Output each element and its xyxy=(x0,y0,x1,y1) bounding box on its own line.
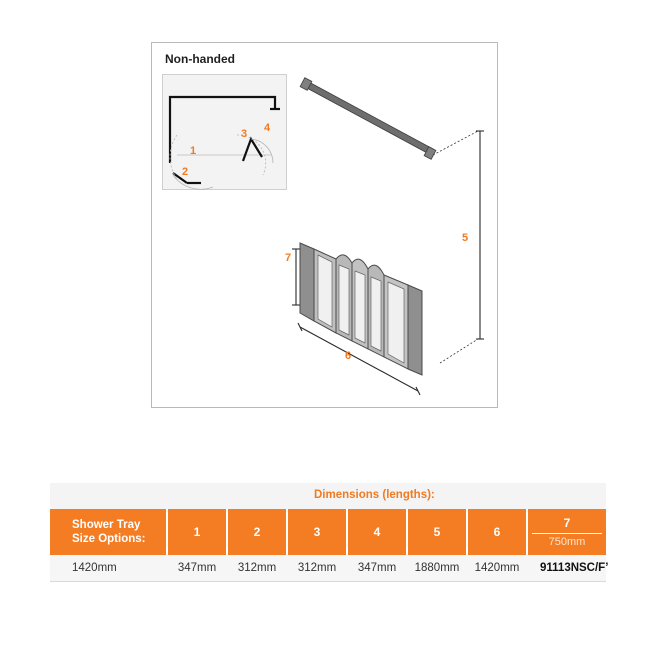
table-header-row xyxy=(50,509,606,555)
dimension-7-label: 7 xyxy=(285,252,292,264)
dimension-5-label: 5 xyxy=(462,232,469,244)
plan-view-drawing xyxy=(163,75,288,191)
header-tray-line1: Shower Tray xyxy=(72,519,141,531)
plan-label-2: 2 xyxy=(182,166,189,178)
isometric-view xyxy=(285,73,492,403)
dimensions-heading xyxy=(50,483,606,509)
door-panels xyxy=(300,243,422,375)
header-col-4: 4 xyxy=(348,509,406,555)
header-col-5: 5 xyxy=(408,509,466,555)
cell-col-4: 347mm xyxy=(357,562,397,574)
product-diagram xyxy=(151,42,498,408)
cell-col-1: 347mm xyxy=(177,562,217,574)
header-col-7 xyxy=(528,509,606,555)
diagram-title: Non-handed xyxy=(165,52,235,66)
dimensions-table xyxy=(50,483,609,583)
plan-view xyxy=(162,74,287,190)
cell-col-3: 312mm xyxy=(297,562,337,574)
header-tray-line2: Size Options: xyxy=(72,533,146,545)
header-col-3: 3 xyxy=(288,509,346,555)
header-col-1: 1 xyxy=(168,509,226,555)
right-panels xyxy=(243,139,262,161)
cell-col-2: 312mm xyxy=(237,562,277,574)
support-bar xyxy=(300,78,436,160)
dimension-7 xyxy=(292,249,300,305)
dimensions-heading-text: Dimensions (lengths): xyxy=(314,489,435,501)
cell-tray-size: 1420mm xyxy=(72,562,117,574)
header-tray-size xyxy=(50,509,166,555)
cell-col-5: 1880mm xyxy=(414,562,460,574)
header-col-7-sub: 750mm xyxy=(548,536,586,548)
header-col-7-number: 7 xyxy=(532,516,602,534)
cell-product-code: 91113NSC/F’ xyxy=(540,562,609,574)
header-col-2: 2 xyxy=(228,509,286,555)
isometric-drawing xyxy=(285,73,492,403)
dimension-5 xyxy=(433,131,484,363)
plan-label-4: 4 xyxy=(264,122,271,134)
header-col-6: 6 xyxy=(468,509,526,555)
dimension-6-label: 6 xyxy=(345,350,352,362)
plan-label-1: 1 xyxy=(190,145,197,157)
table-row xyxy=(50,555,609,582)
cell-col-6: 1420mm xyxy=(474,562,520,574)
plan-label-3: 3 xyxy=(241,128,248,140)
